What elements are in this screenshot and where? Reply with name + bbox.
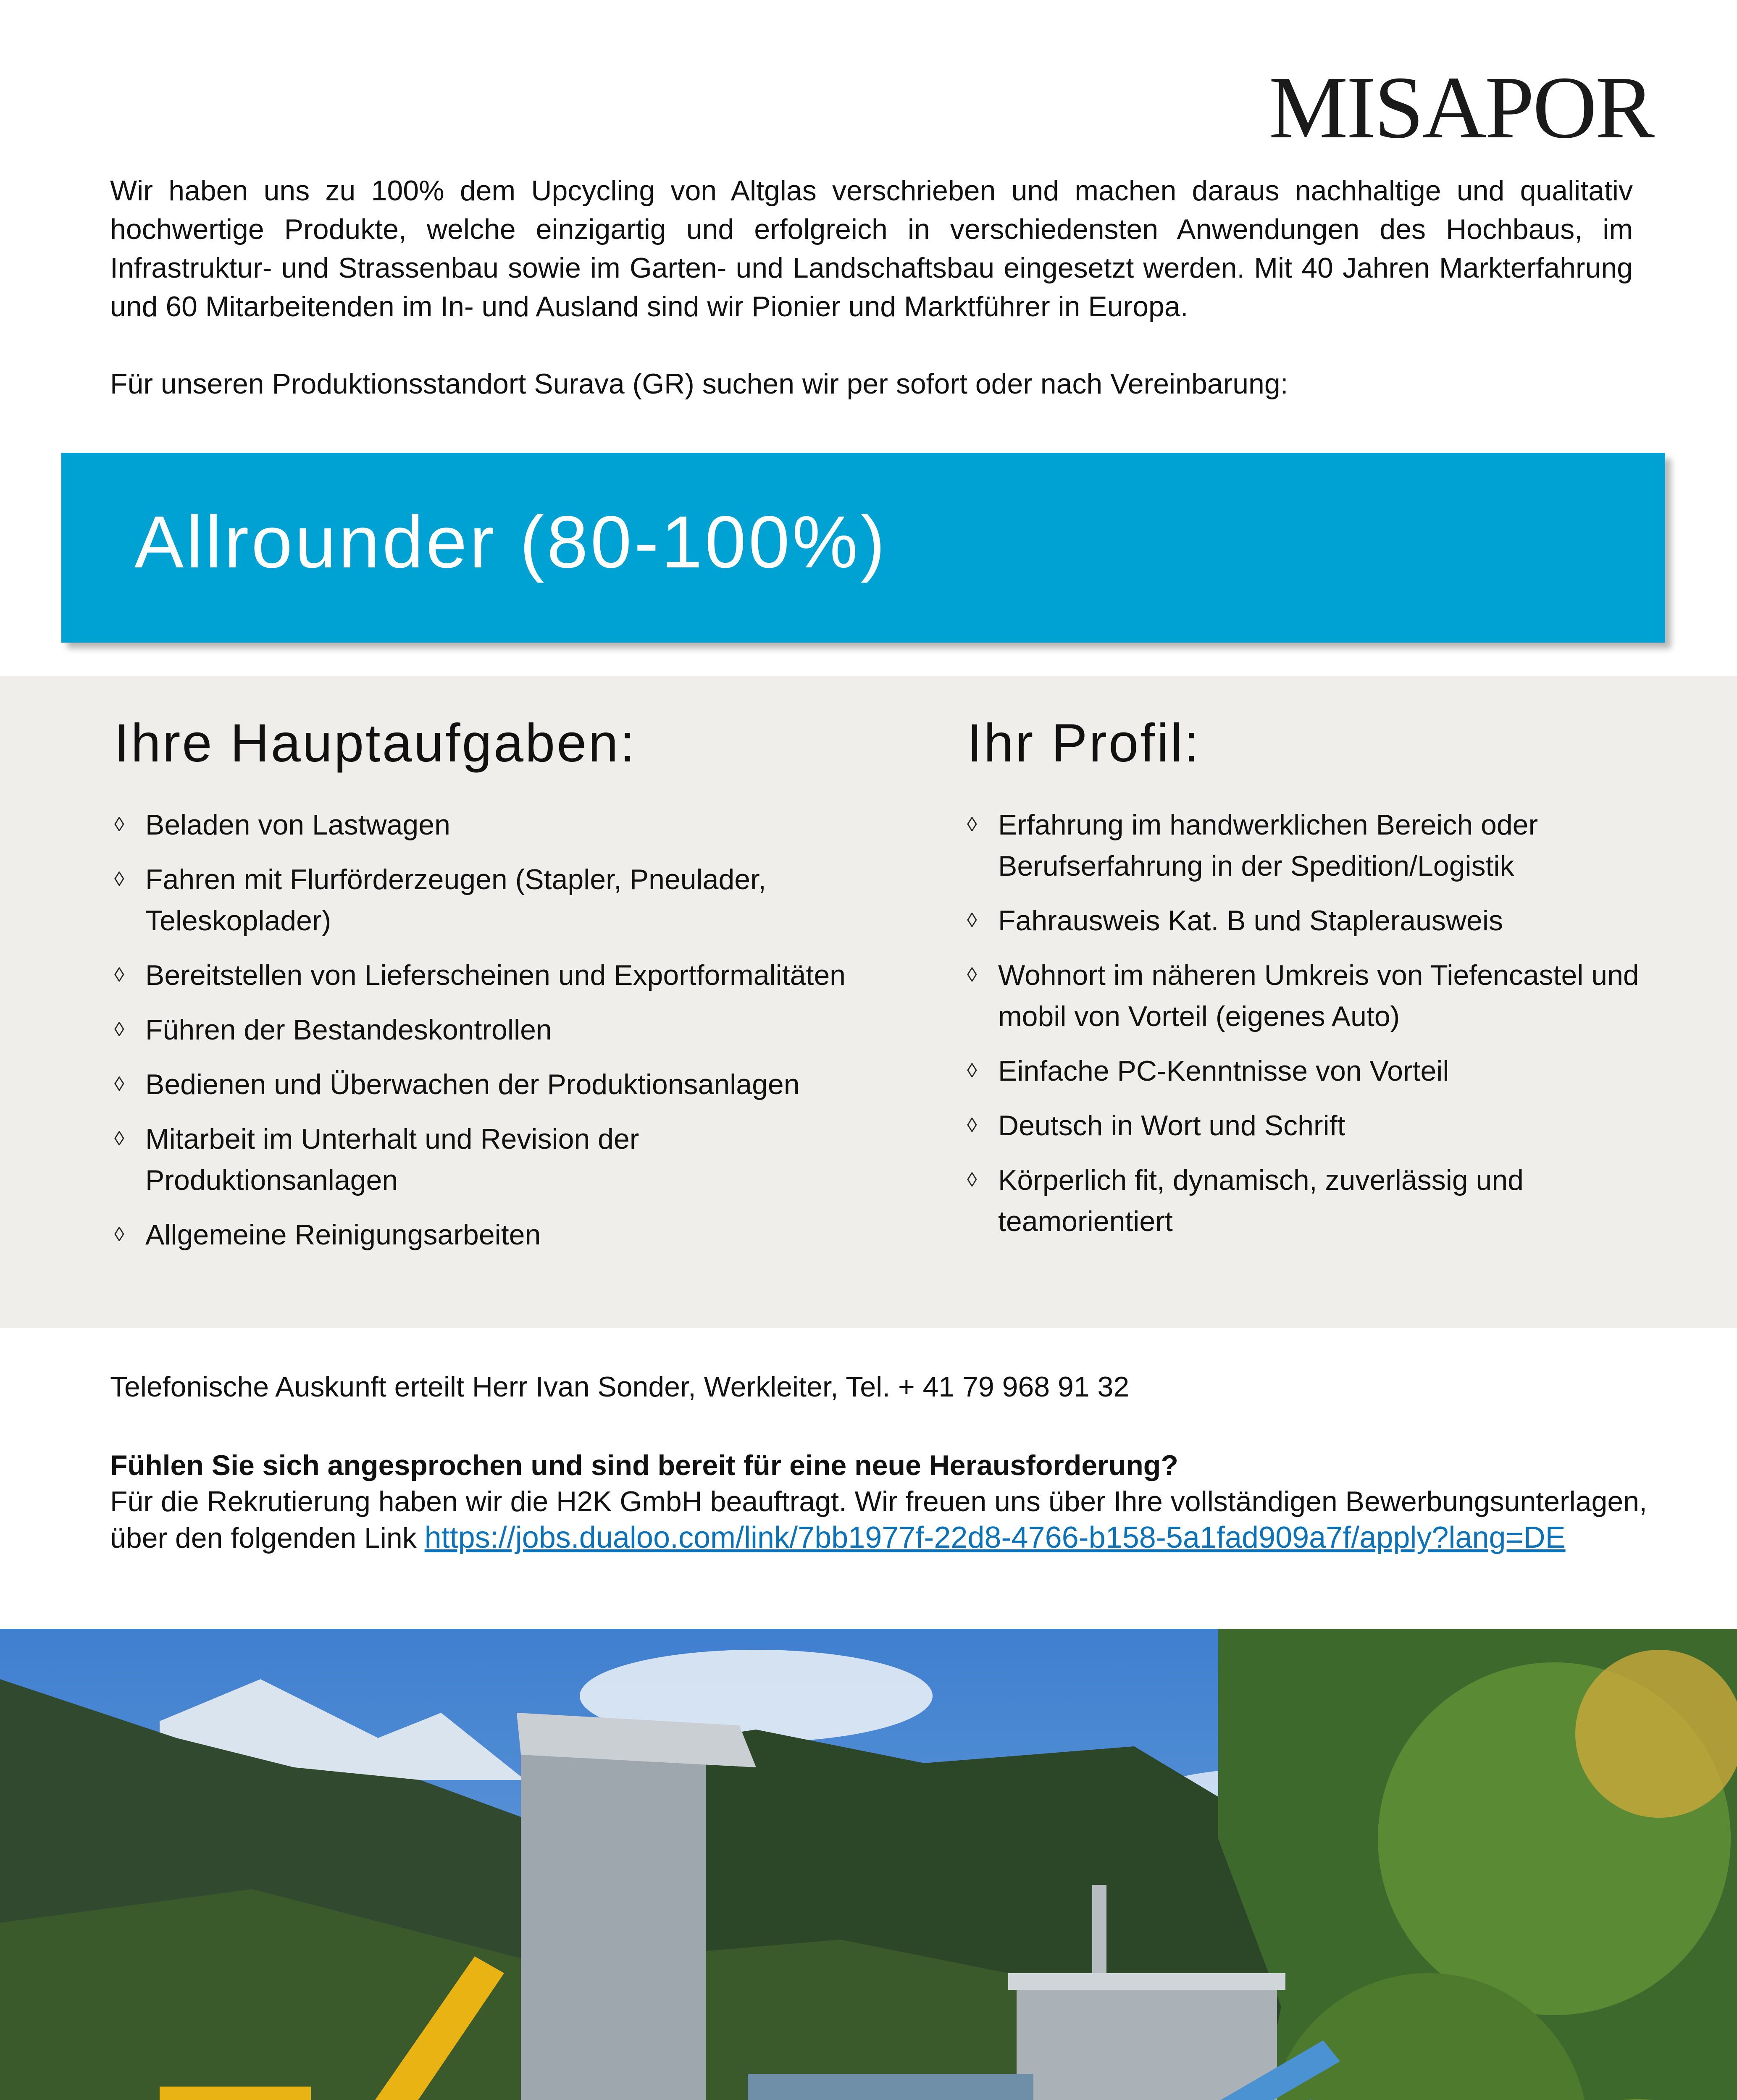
plant-building: [1017, 1982, 1277, 2100]
hopper-tower: [521, 1738, 706, 2100]
diamond-bullet-icon: ◊: [114, 1223, 124, 1246]
diamond-bullet-icon: ◊: [114, 963, 124, 986]
diamond-bullet-icon: ◊: [967, 963, 977, 986]
blue-shed: [748, 2074, 1033, 2100]
diamond-bullet-icon: ◊: [114, 1018, 124, 1041]
task-item-text: Mitarbeit im Unterhalt und Revision der Produktionsanlagen: [145, 1123, 639, 1196]
diamond-bullet-icon: ◊: [967, 1059, 977, 1082]
diamond-bullet-icon: ◊: [967, 1168, 977, 1191]
diamond-bullet-icon: ◊: [114, 868, 124, 890]
autumn-leaves: [1575, 1650, 1737, 1818]
profile-item-text: Deutsch in Wort und Schrift: [998, 1109, 1345, 1142]
diamond-bullet-icon: ◊: [114, 1073, 124, 1095]
requirements-section: [0, 676, 1737, 1328]
application-question: Fühlen Sie sich angesprochen und sind bereit für eine neue Herausforderung?: [110, 1449, 1178, 1481]
profile-item-text: Wohnort im näheren Umkreis von Tiefencastel und mobil von Vorteil (eigenes Auto): [998, 959, 1639, 1032]
profile-item: [967, 955, 1656, 1037]
diamond-bullet-icon: ◊: [967, 813, 977, 836]
profile-item: [967, 1050, 1656, 1092]
misapor-logo: MISAPOR: [1269, 58, 1653, 157]
location-sentence: Für unseren Produktionsstandort Surava (GR) suchen wir per sofort oder nach Vereinbarung:: [110, 368, 1288, 400]
diamond-bullet-icon: ◊: [967, 1114, 977, 1137]
profile-item: [967, 804, 1656, 887]
task-item: [114, 1214, 891, 1255]
profile-item-text: Fahrausweis Kat. B und Staplerausweis: [998, 904, 1503, 937]
profile-list: [967, 804, 1656, 1242]
task-item: [114, 955, 891, 996]
task-item-text: Beladen von Lastwagen: [145, 808, 450, 841]
tasks-heading: Ihre Hauptaufgaben:: [114, 713, 637, 773]
tasks-list: [114, 804, 891, 1255]
task-item: [114, 1118, 891, 1201]
task-item: [114, 859, 891, 941]
plant-roof: [1008, 1973, 1285, 1990]
task-item-text: Fahren mit Flurförderzeugen (Stapler, Pneulader, Teleskoplader): [145, 863, 766, 937]
profile-item-text: Körperlich fit, dynamisch, zuverlässig und teamorientiert: [998, 1164, 1524, 1237]
task-item: [114, 804, 891, 845]
profile-item: [967, 1105, 1656, 1146]
production-site-photo: [0, 1629, 1737, 2100]
application-block: [110, 1447, 1656, 1556]
task-item: [114, 1009, 891, 1050]
profile-item: [967, 1160, 1656, 1242]
profile-column: [967, 714, 1656, 1255]
tasks-column: [114, 714, 891, 1269]
task-item-text: Bedienen und Überwachen der Produktionsanlagen: [145, 1068, 800, 1100]
diamond-bullet-icon: ◊: [967, 909, 977, 932]
profile-heading: Ihr Profil:: [967, 713, 1201, 773]
profile-item-text: Erfahrung im handwerklichen Bereich oder Berufserfahrung in der Spedition/Logistik: [998, 808, 1538, 882]
task-item: [114, 1064, 891, 1105]
task-item-text: Allgemeine Reinigungsarbeiten: [145, 1218, 541, 1251]
apply-link[interactable]: https://jobs.dualoo.com/link/7bb1977f-22d8-4766-b158-5a1fad909a7f/apply?lang=DE: [424, 1521, 1566, 1554]
task-item-text: Bereitstellen von Lieferscheinen und Exportformalitäten: [145, 959, 846, 991]
profile-item: [967, 900, 1656, 941]
contact-info: Telefonische Auskunft erteilt Herr Ivan Sonder, Werkleiter, Tel. + 41 79 968 91 32: [110, 1371, 1130, 1403]
loader-cab-roof: [160, 2087, 311, 2100]
diamond-bullet-icon: ◊: [114, 1127, 124, 1150]
profile-item-text: Einfache PC-Kenntnisse von Vorteil: [998, 1055, 1449, 1087]
task-item-text: Führen der Bestandeskontrollen: [145, 1013, 552, 1046]
diamond-bullet-icon: ◊: [114, 813, 124, 836]
job-title-banner: [61, 453, 1665, 643]
application-text: Für die Rekrutierung haben wir die H2K GmbH beauftragt. Wir freuen uns über Ihre vollständigen Bewerbungsunterlagen, über den folgenden Link: [110, 1486, 1647, 1554]
intro-paragraph: Wir haben uns zu 100% dem Upcycling von Altglas verschrieben und machen daraus nachhaltige und qualitativ hochwertige Produkte, welche einzigartig und erfolgreich in verschiedensten Anwendungen des Hochbaus, im Infrastruktur- und Strassenbau sowie im Garten- und Landschaftsbau eingesetzt werden. Mit 40 Jahren Markterfahrung und 60 Mitarbeitenden im In- und Ausland sind wir Pionier und Marktführer in Europa.: [110, 175, 1633, 323]
job-title: Allrounder (80-100%): [134, 501, 888, 583]
